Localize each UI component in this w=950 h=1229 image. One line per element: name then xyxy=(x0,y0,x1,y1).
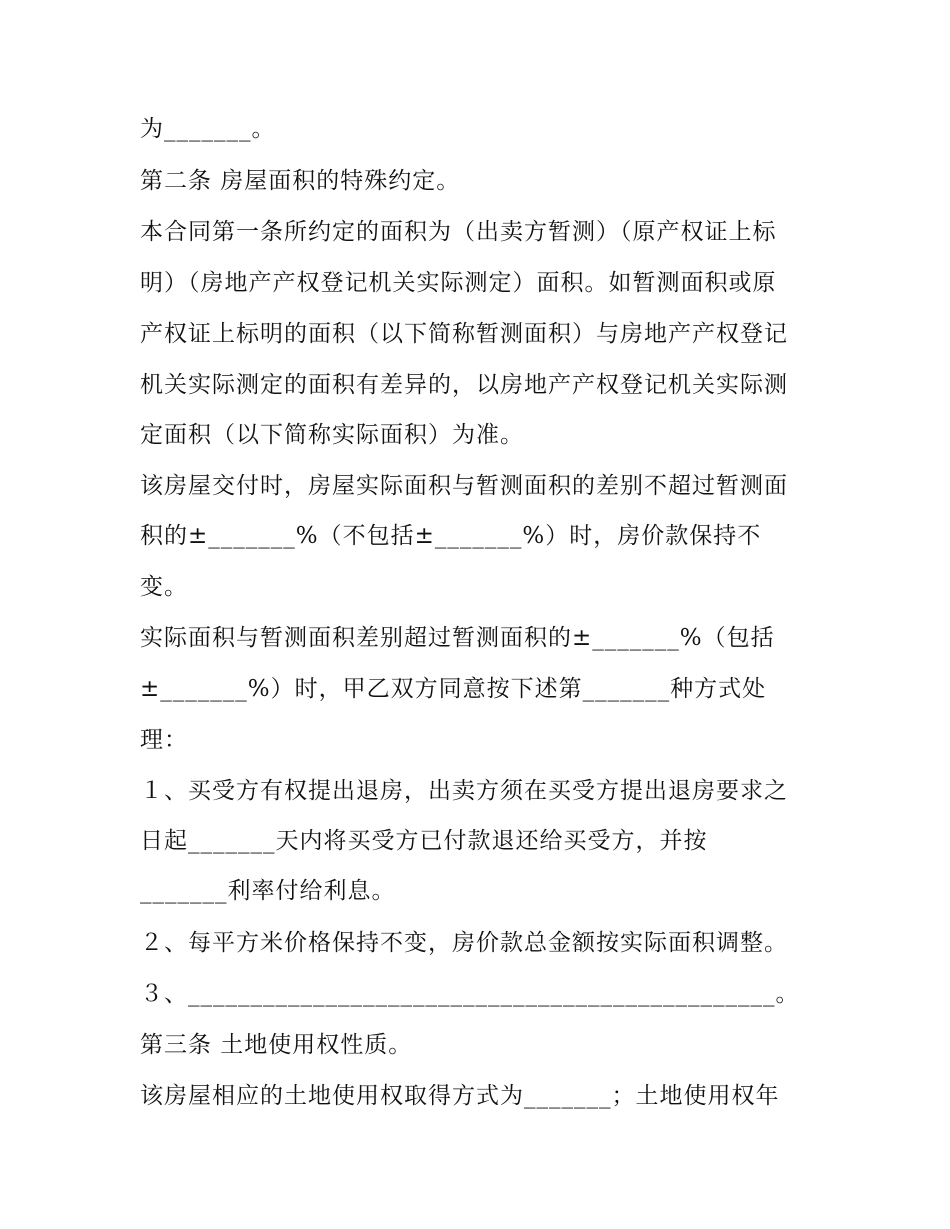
text-line-5: 产权证上标明的面积（以下简称暂测面积）与房地产产权登记 xyxy=(140,321,788,347)
text-line-9: 积的±_______%（不包括±_______%）时，房价款保持不 xyxy=(140,523,762,549)
list-item-3: ３、_______________________________________________。 xyxy=(140,981,800,1007)
text-line-3: 本合同第一条所约定的面积为（出卖方暂测）（原产权证上标 xyxy=(140,219,777,245)
text-line-1: 为_______。 xyxy=(140,116,276,142)
text-line-4: 明）（房地产产权登记机关实际测定）面积。如暂测面积或原 xyxy=(140,270,777,296)
text-line-8: 该房屋交付时，房屋实际面积与暂测面积的差别不超过暂测面 xyxy=(140,473,788,499)
article-3-heading: 第三条 土地使用权性质。 xyxy=(140,1032,413,1058)
text-line-16: _______利率付给利息。 xyxy=(140,878,396,904)
text-line-13: 理： xyxy=(140,727,188,753)
list-item-2: ２、每平方米价格保持不变，房价款总金额按实际面积调整。 xyxy=(140,930,788,956)
text-line-12: ±_______%）时，甲乙双方同意按下述第_______种方式处 xyxy=(140,676,767,702)
text-line-20: 该房屋相应的土地使用权取得方式为_______；土地使用权年 xyxy=(140,1083,780,1109)
text-line-15: 日起_______天内将买受方已付款退还给买受方，并按 xyxy=(140,828,708,854)
text-line-7: 定面积（以下简称实际面积）为准。 xyxy=(140,422,524,448)
text-line-6: 机关实际测定的面积有差异的，以房地产产权登记机关实际测 xyxy=(140,372,788,398)
article-2-heading: 第二条 房屋面积的特殊约定。 xyxy=(140,168,461,194)
text-line-10: 变。 xyxy=(140,574,188,600)
list-item-1: １、买受方有权提出退房，出卖方须在买受方提出退房要求之 xyxy=(140,778,788,804)
text-line-11: 实际面积与暂测面积差别超过暂测面积的±_______%（包括 xyxy=(140,625,775,651)
